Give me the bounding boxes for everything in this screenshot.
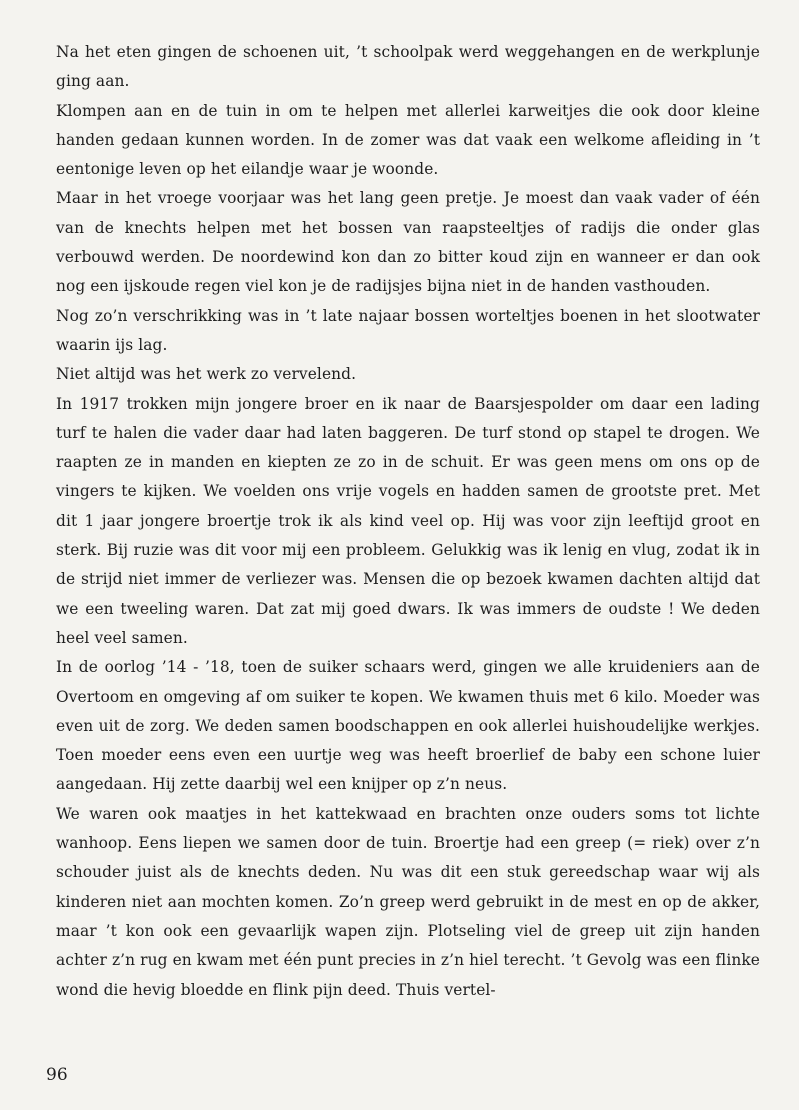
paragraph: Maar in het vroege voorjaar was het lang geen pretje. Je moest dan vaak vader of één van de knechts helpen met het bossen van raapsteeltjes of radijs die onder glas verbouwd werden. De noordewind kon dan zo bitter koud zijn en wanneer er dan ook nog een ijskoude regen viel kon je de radijsjes bijna niet in de handen vasthouden. [56,189,760,296]
body-text [56,38,760,1005]
paragraph: In 1917 trokken mijn jongere broer en ik naar de Baarsjespolder om daar een lading turf te halen die vader daar had laten baggeren. De turf stond op stapel te drogen. We raapten ze in manden en kiepten ze zo in de schuit. Er was geen mens om ons op de vingers te kijken. We voelden ons vrije vogels en hadden samen de grootste pret. Met dit 1 jaar jongere broertje trok ik als kind veel op. Hij was voor zijn leeftijd groot en sterk. Bij ruzie was dit voor mij een probleem. Gelukkig was ik lenig en vlug, zodat ik in de strijd niet immer de verliezer was. Mensen die op bezoek kwamen dachten altijd dat we een tweeling waren. Dat zat mij goed dwars. Ik was immers de oudste ! We deden heel veel samen. [56,394,760,647]
paragraph: Niet altijd was het werk zo vervelend. [56,365,357,384]
paragraph: Klompen aan en de tuin in om te helpen met allerlei karweitjes die ook door kleine handen gedaan kunnen worden. In de zomer was dat vaak een welkome afleiding in ’t eentonige leven op het eilandje waar je woonde. [56,101,760,179]
paragraph: We waren ook maatjes in het kattekwaad en brachten onze ouders soms tot lichte wanhoop. Eens liepen we samen door de tuin. Broertje had een greep (= riek) over z’n schouder juist als de knechts deden. Nu was dit een stuk gereedschap waar wij als kinderen niet aan mochten komen. Zo’n greep werd gebruikt in de mest en op de akker, maar ’t kon ook een gevaarlijk wapen zijn. Plotseling viel de greep uit zijn handen achter z’n rug en kwam met één punt precies in z’n hiel terecht. ’t Gevolg was een flinke wond die hevig bloedde en flink pijn deed. Thuis vertel- [56,804,760,999]
paragraph: Nog zo’n verschrikking was in ’t late najaar bossen worteltjes boenen in het slootwater waarin ijs lag. [56,306,760,354]
page-number: 96 [46,1065,68,1085]
paragraph: In de oorlog ’14 - ’18, toen de suiker schaars werd, gingen we alle kruideniers aan de Overtoom en omgeving af om suiker te kopen. We kwamen thuis met 6 kilo. Moeder was even uit de zorg. We deden samen boodschappen en ook allerlei huishoudelijke werkjes. Toen moeder eens even een uurtje weg was heeft broerlief de baby een schone luier aangedaan. Hij zette daarbij wel een knijper op z’n neus. [56,658,760,794]
paragraph: Na het eten gingen de schoenen uit, ’t schoolpak werd weggehangen en de werkplunje ging aan. [56,43,760,91]
